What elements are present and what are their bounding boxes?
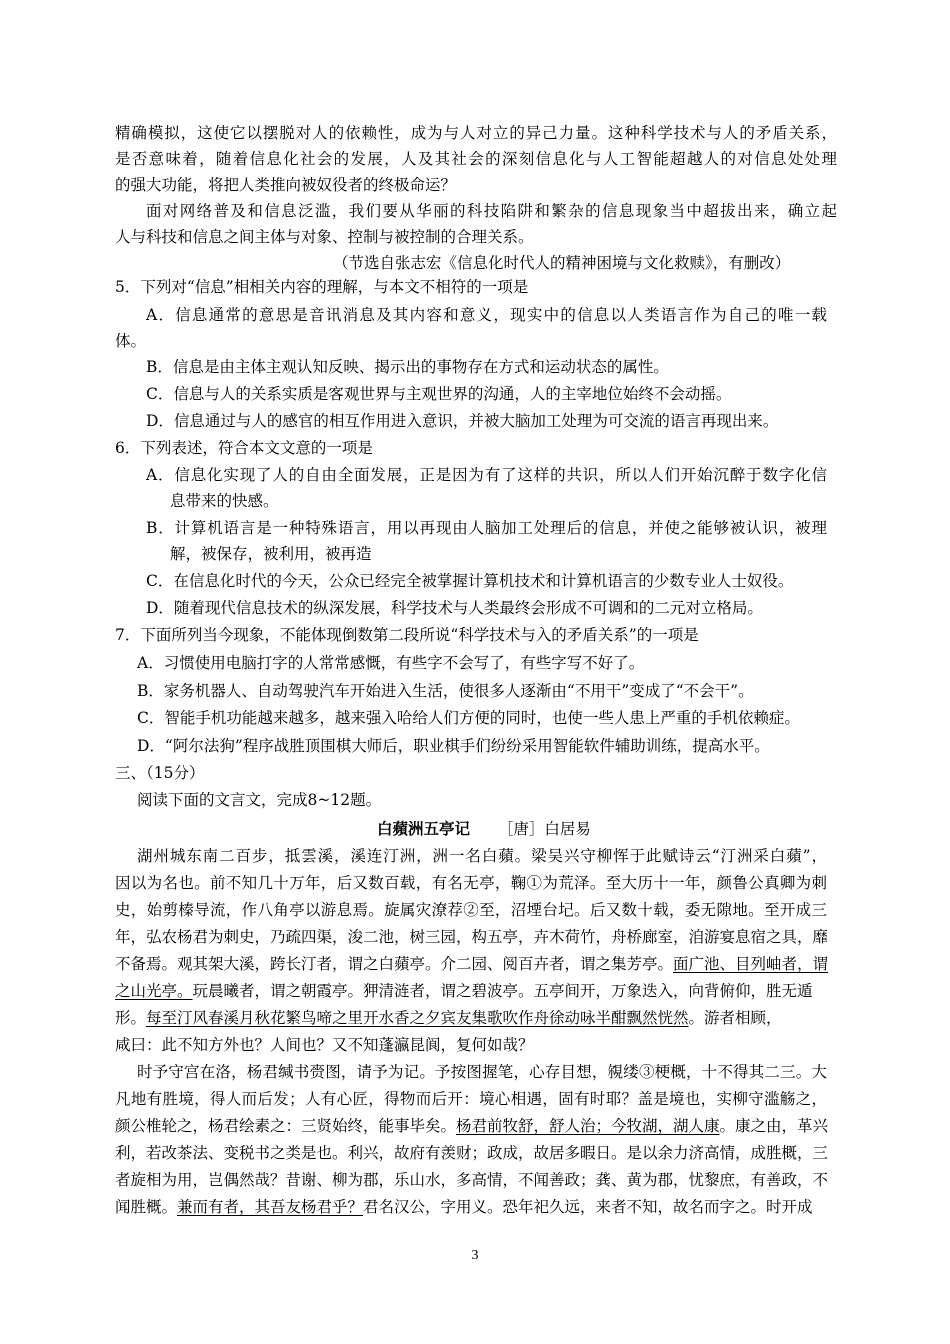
underlined-sentence-1b: 之山光亭。	[115, 982, 193, 1000]
q5-option-a-line1: A．信息通常的意思是音讯消息及其内容和意义，现实中的信息以人类语言作为自己的唯一载	[146, 306, 827, 324]
classical-line-7-start: 形。	[115, 1009, 147, 1027]
q5-stem: 5．下列对“信息”相相关内容的理解，与本文不相符的一项是	[115, 278, 529, 296]
classical-line-5	[115, 951, 828, 977]
classical-line-11-end: 。康之由，革兴	[719, 1117, 829, 1135]
classical-line-13: 者旋相为用，岂偶然哉？昔谢、柳为郡，乐山水，多高情，不闻善政；龚、黄为郡，忧黎庶，有善政，不	[115, 1171, 829, 1189]
classical-author: ［唐］白居易	[497, 820, 591, 838]
q7-option-c: C．智能手机功能越来越多，越来强入哈给人们方便的同时，也使一些人患上严重的手机依赖症。	[137, 709, 800, 727]
passage-line-2: 是否意味着，随着信息化社会的发展，人及其社会的深刻信息化与人工智能超越人的对信息处处理	[115, 150, 837, 168]
classical-line-14	[115, 1194, 813, 1220]
classical-title: 白蘋洲五亭记	[377, 819, 471, 838]
q7-option-a: A．习惯使用电脑打字的人常常感慨，有些字不会写了，有些字写不好了。	[137, 654, 645, 672]
q6-option-a-line2: 息带来的快感。	[170, 492, 279, 510]
section3-heading: 三、（15分）	[115, 764, 205, 782]
passage-line-3: 的强大功能，将把人类推向被奴役者的终极命运？	[115, 176, 457, 194]
q6-stem: 6．下列表述，符合本文文意的一项是	[115, 439, 373, 457]
q7-stem: 7．下面所列当今现象，不能体现倒数第二段所说“科学技术与入的矛盾关系”的一项是	[115, 626, 699, 644]
classical-line-1: 湖州城东南二百步，抵雲溪，溪连汀洲，洲一名白蘋。梁吴兴守柳恽于此赋诗云“汀洲采白蘋”，	[137, 847, 827, 865]
classical-line-12: 利，若改茶法、变税书之类是也。利兴，故府有羡财；政成，故居多暇日。是以余力济高情，成胜概，三	[115, 1144, 829, 1162]
classical-line-6-text: 玩晨曦者，谓之朝霞亭。狎清涟者，谓之碧波亭。五亭间开，万象迭入，向背俯仰，胜无遁	[192, 982, 813, 1000]
passage-line-4: 面对网络普及和信息泛滥，我们要从华丽的科技陷阱和繁杂的信息现象当中超拔出来，确立起	[146, 202, 837, 220]
q5-option-b: B．信息是由主体主观认知反映、揭示出的事物存在方式和运动状态的属性。	[146, 358, 669, 376]
source-note: （节选自张志宏《信息化时代人的精神困境与文化救赎》，有删改）	[333, 254, 791, 272]
passage-line-5: 人与科技和信息之间主体与对象、控制与被控制的合理关系。	[115, 228, 534, 246]
classical-line-11-start: 颜公椎轮之，杨君绘素之：三贤始终，能事毕矣。	[115, 1117, 457, 1135]
section3-instruction: 阅读下面的文言文，完成8~12题。	[137, 791, 382, 809]
q7-option-d: D．“阿尔法狗”程序战胜顶围棋大师后，职业棋手们纷纷采用智能软件辅助训练，提高水平。	[137, 737, 770, 755]
classical-line-9: 时予守宫在洛，杨君缄书赍图，请予为记。予按图握笔，心存目想，覙缕③梗概，十不得其二三。大	[137, 1063, 827, 1081]
classical-line-10: 凡地有胜境，得人而后发；人有心匠，得物而后开：境心相遇，固有时耶？盖是境也，实柳守滥觞之，	[115, 1090, 827, 1108]
classical-line-2: 因以为名也。前不知几十万年，后又数百载，有名无亭，鞠①为荒泽。至大历十一年，颜鲁公真卿为刺	[115, 874, 827, 892]
q6-option-d: D．随着现代信息技术的纵深发展，科学技术与人类最终会形成不可调和的二元对立格局。	[146, 599, 763, 617]
classical-line-3: 史，始剪榛导流，作八角亭以游息焉。旋属灾潦荐②至，沼堙台圮。后又数十载，委无隙地。至开成三	[115, 901, 827, 919]
classical-line-7	[115, 1005, 782, 1031]
q5-option-d: D．信息通过与人的感官的相互作用进入意识，并被大脑加工处理为可交流的语言再现出来。	[146, 412, 779, 430]
classical-line-6	[115, 978, 813, 1004]
classical-line-8: 咸曰：此不知方外也？人间也？又不知蓬瀛昆阆，复何如哉？	[115, 1036, 534, 1054]
q7-option-b: B．家务机器人、自动驾驶汽车开始进入生活，使很多人逐渐由“不用干”变成了“不会干”。	[137, 682, 754, 700]
underlined-sentence-1a: 面广池、目列岫者，谓	[673, 955, 829, 973]
classical-title-row	[377, 816, 591, 842]
underlined-sentence-4: 兼而有者，其吾友杨君乎？	[177, 1198, 364, 1216]
passage-line-1: 精确模拟，这使它以摆脱对人的依赖性，成为与人对立的异己力量。这种科学技术与人的矛盾关系，	[115, 124, 837, 142]
classical-line-7-end: 。游者相顾，	[688, 1009, 782, 1027]
page-number: 3	[471, 1248, 479, 1263]
q6-option-a-line1: A．信息化实现了人的自由全面发展，正是因为有了这样的共识，所以人们开始沉醉于数字化信	[146, 466, 827, 484]
q5-option-a-line2: 体。	[115, 332, 147, 350]
classical-line-14-end: 君名汉公，字用义。恐年祀久远，来者不知，故名而字之。时开成	[363, 1198, 813, 1216]
classical-line-14-start: 闻胜概。	[115, 1198, 178, 1216]
q5-option-c: C．信息与人的关系实质是客观世界与主观世界的沟通，人的主宰地位始终不会动摇。	[146, 385, 732, 403]
q6-option-b-line1: B．计算机语言是一种特殊语言，用以再现由人脑加工处理后的信息，并使之能够被认识，被理	[146, 519, 827, 537]
classical-line-4: 年，弘农杨君为刺史，乃疏四渠，浚二池，树三园，构五亭，卉木荷竹，舟桥廊室，洎游宴息宿之具，靡	[115, 928, 829, 946]
classical-line-11	[115, 1113, 828, 1139]
classical-line-5-text: 不备焉。观其架大溪，跨长汀者，谓之白蘋亭。介二园、阅百卉者，谓之集芳亭。	[115, 955, 674, 973]
q6-option-b-line2: 解，被保存，被利用，被再造	[170, 545, 372, 563]
underlined-sentence-3: 杨君前牧舒，舒人治；今牧湖，湖人康	[456, 1117, 720, 1135]
q6-option-c: C．在信息化时代的今天，公众已经完全被掌握计算机技术和计算机语言的少数专业人士奴役。	[146, 572, 794, 590]
underlined-sentence-2: 每至汀风春溪月秋花繁鸟啼之里开水香之夕宾友集歌吹作舟徐动咏半酣飘然恍然	[146, 1009, 689, 1027]
